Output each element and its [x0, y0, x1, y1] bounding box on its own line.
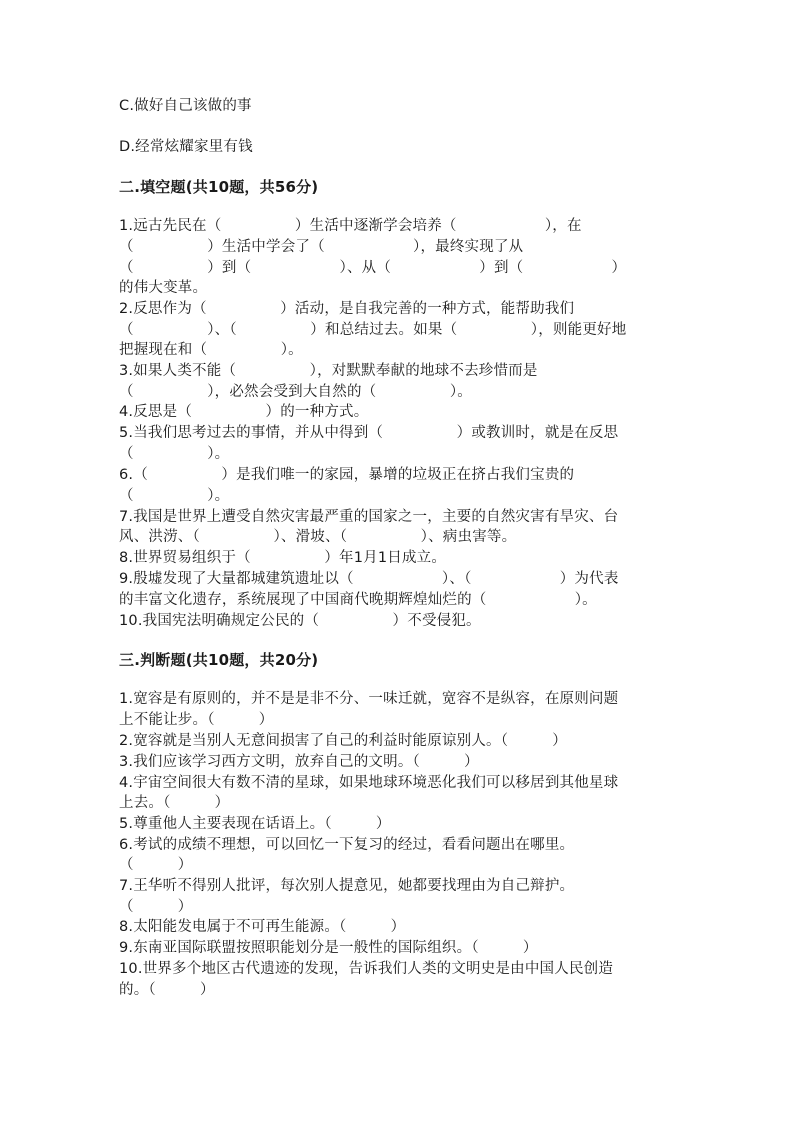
fill-line: 1.远古先民在（ ）生活中逐渐学会培养（ ），在 — [119, 218, 582, 234]
option-c: C.做好自己该做的事 — [119, 98, 252, 114]
judge-line: （ ） — [119, 857, 193, 873]
fill-line: 风、洪涝、（ ）、滑坡、（ ）、病虫害等。 — [119, 529, 517, 545]
judge-line: 6.考试的成绩不理想，可以回忆一下复习的经过，看看问题出在哪里。 — [119, 837, 575, 853]
fill-line: （ ）。 — [119, 488, 230, 504]
judge-line: 5.尊重他人主要表现在话语上。（ ） — [119, 816, 391, 832]
fill-line: 2.反思作为（ ）活动，是自我完善的一种方式，能帮助我们 — [119, 301, 575, 317]
fill-line: 9.殷墟发现了大量都城建筑遗址以（ ）、（ ）为代表 — [119, 571, 619, 587]
judge-line: 4.宇宙空间很大有数不清的星球，如果地球环境恶化我们可以移居到其他星球 — [119, 775, 619, 791]
fill-line: （ ）到（ ）、从（ ）到（ ） — [119, 260, 627, 276]
section-2-title: 二.填空题(共10题，共56分) — [119, 178, 319, 196]
judge-line: 9.东南亚国际联盟按照职能划分是一般性的国际组织。（ ） — [119, 940, 538, 956]
judge-line: 上不能让步。（ ） — [119, 712, 274, 728]
fill-line: 3.如果人类不能（ ），对默默奉献的地球不去珍惜而是 — [119, 363, 538, 379]
judge-line: （ ） — [119, 899, 193, 915]
judge-line: 7.王华听不得别人批评，每次别人提意见，她都要找理由为自己辩护。 — [119, 878, 575, 894]
fill-line: 的丰富文化遗存，系统展现了中国商代晚期辉煌灿烂的（ ）。 — [119, 592, 597, 608]
fill-line: 把握现在和（ ）。 — [119, 342, 303, 358]
judge-line: 8.太阳能发电属于不可再生能源。（ ） — [119, 919, 406, 935]
judge-line: 1.宽容是有原则的，并不是是非不分、一味迁就，宽容不是纵容，在原则问题 — [119, 691, 619, 707]
judge-line: 2.宽容就是当别人无意间损害了自己的利益时能原谅别人。（ ） — [119, 733, 567, 749]
section-3-title: 三.判断题(共10题，共20分) — [119, 651, 319, 669]
fill-line: 5.当我们思考过去的事情，并从中得到（ ）或教训时，就是在反思 — [119, 425, 619, 441]
fill-line: 7.我国是世界上遭受自然灾害最严重的国家之一，主要的自然灾害有旱灾、台 — [119, 509, 619, 525]
fill-line: 10.我国宪法明确规定公民的（ ）不受侵犯。 — [119, 613, 481, 629]
fill-line: 的伟大变革。 — [119, 280, 208, 296]
fill-line: 6.（ ）是我们唯一的家园，暴增的垃圾正在挤占我们宝贵的 — [119, 467, 575, 483]
fill-line: （ ）。 — [119, 446, 230, 462]
judge-line: 3.我们应该学习西方文明，放弃自己的文明。（ ） — [119, 754, 479, 770]
fill-line: （ ）生活中学会了（ ），最终实现了从 — [119, 239, 524, 255]
judge-line: 的。（ ） — [119, 982, 215, 998]
option-d: D.经常炫耀家里有钱 — [119, 139, 253, 155]
fill-line: 4.反思是（ ）的一种方式。 — [119, 404, 369, 420]
fill-line: （ ）、（ ）和总结过去。如果（ ），则能更好地 — [119, 322, 627, 338]
fill-line: （ ），必然会受到大自然的（ ）。 — [119, 384, 472, 400]
fill-line: 8.世界贸易组织于（ ）年1月1日成立。 — [119, 550, 447, 566]
judge-line: 10.世界多个地区古代遗迹的发现，告诉我们人类的文明史是由中国人民创造 — [119, 961, 614, 977]
judge-line: 上去。（ ） — [119, 795, 230, 811]
